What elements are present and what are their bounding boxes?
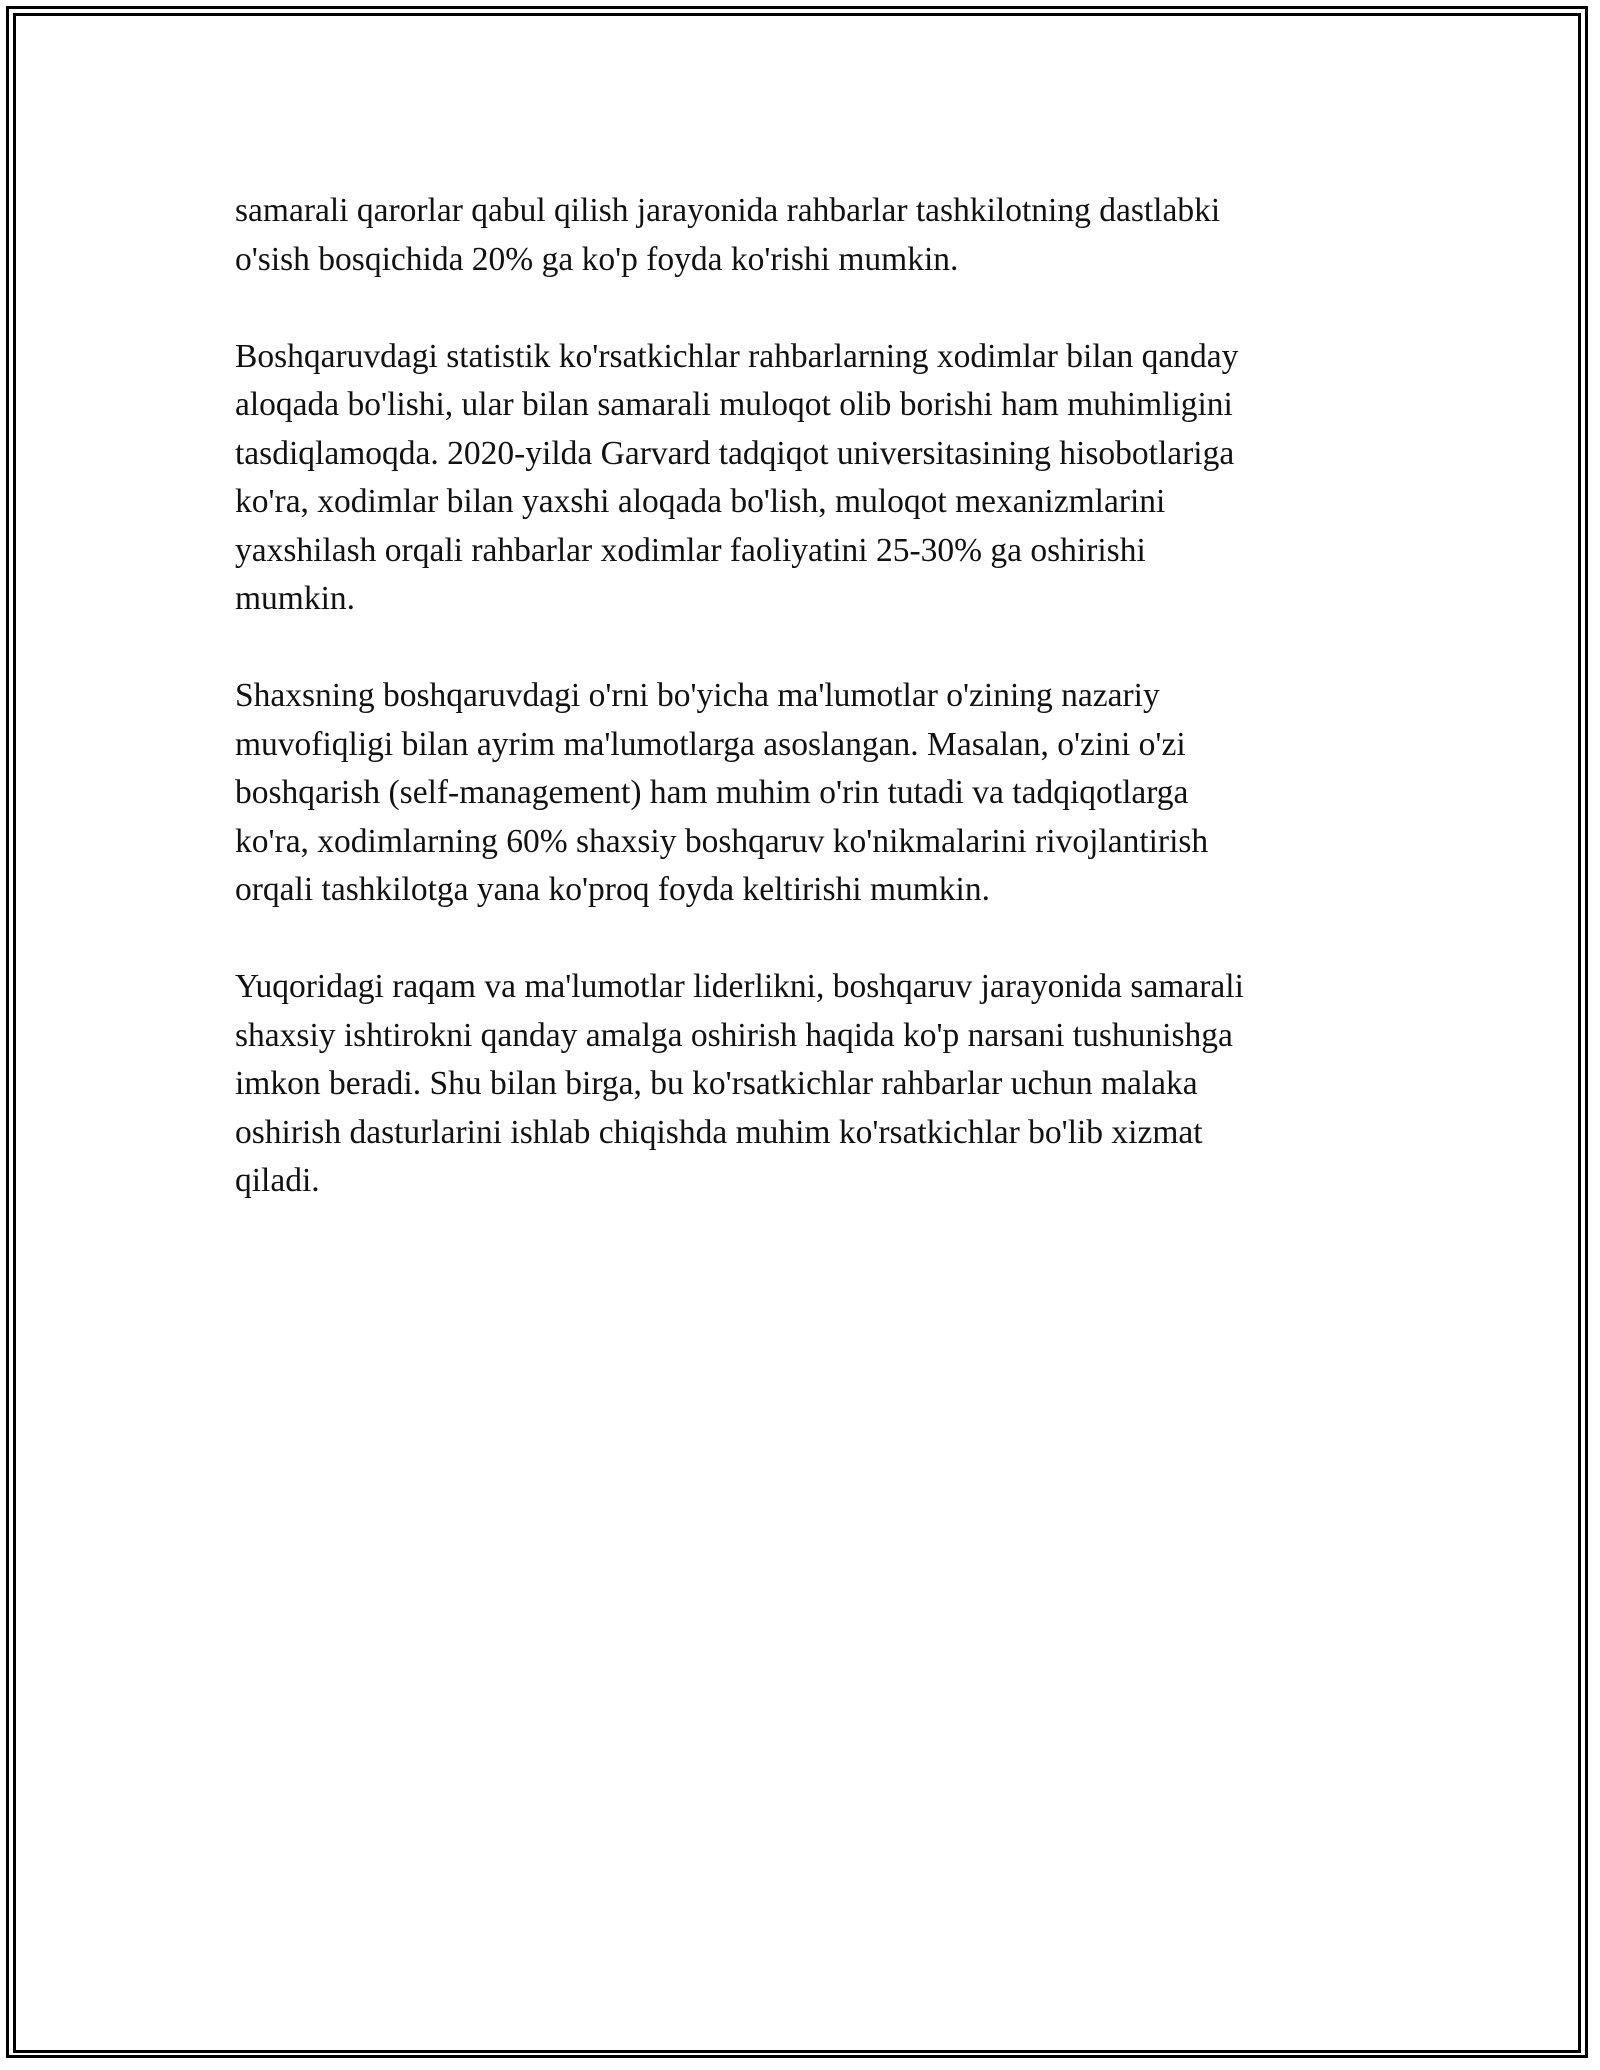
paragraph-2: Boshqaruvdagi statistik ko'rsatkichlar rahbarlarning xodimlar bilan qanday aloqada bo'lishi, ular bilan samarali muloqot olib borishi ham muhimligini tasdiqlamoqda. 2020-yilda Garvard tadqiqot universitasining hisobotlariga ko'ra, xodimlar bilan yaxshi aloqada bo'lish, muloqot mexanizmlarini yaxshilash orqali rahbarlar xodimlar faoliyatini 25-30% ga oshirishi mumkin. — [235, 337, 1239, 617]
document-body — [235, 187, 1365, 1254]
paragraph-3: Shaxsning boshqaruvdagi o'rni bo'yicha ma'lumotlar o'zining nazariy muvofiqligi bilan ayrim ma'lumotlarga asoslangan. Masalan, o'zini o'zi boshqarish (self-management) ham muhim o'rin tutadi va tadqiqotlarga ko'ra, xodimlarning 60% shaxsiy boshqaruv ko'nikmalarini rivojlantirish orqali tashkilotga yana ko'proq foyda keltirishi mumkin. — [235, 677, 1209, 908]
paragraph-1: samarali qarorlar qabul qilish jarayonida rahbarlar tashkilotning dastlabki o'sish bosqichida 20% ga ko'p foyda ko'rishi mumkin. — [235, 192, 1221, 278]
paragraph-4: Yuqoridagi raqam va ma'lumotlar liderlikni, boshqaruv jarayonida samarali shaxsiy ishtirokni qanday amalga oshirish haqida ko'p narsani tushunishga imkon beradi. Shu bilan birga, bu ko'rsatkichlar rahbarlar uchun malaka oshirish dasturlarini ishlab chiqishda muhim ko'rsatkichlar bo'lib xizmat qiladi. — [235, 968, 1244, 1199]
